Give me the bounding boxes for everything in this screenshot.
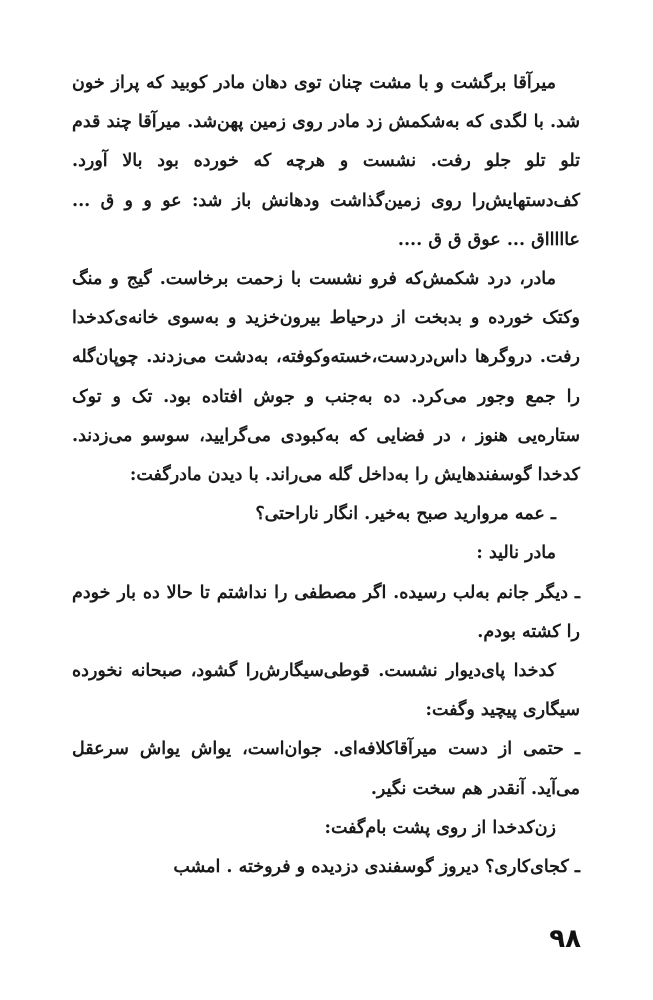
- paragraph-8: زن‌کدخدا از روی پشت بام‌گفت:: [324, 817, 556, 838]
- paragraph-5: ـ دیگر جانم به‌لب رسیده. اگر مصطفی را نداشتم تا حالا ده بار خودم را کشته بودم.: [72, 582, 580, 642]
- paragraph-1: میرآقا برگشت و با مشت چنان توی دهان مادر کوبید که پراز خون شد. با لگدی که به‌شکمش زد مادر روی زمین پهن‌شد. میرآقا چند قدم تلو تلو جلو رفت. نشست و هرچه که خورده بود بالا آورد. کف‌دستهایش‌را روی زمین‌گذاشت ودهانش باز شد: عو و و ق ... عاااااق ... عوق ق ق ....: [72, 73, 580, 250]
- paragraph-3: ـ عمه مروارید صبح به‌خیر. انگار ناراحتی؟: [255, 504, 556, 525]
- page-number: ۹۸: [549, 924, 581, 954]
- paragraph-7: ـ حتمی از دست میرآقاکلافه‌ای. جوان‌است، یواش یواش سرعقل می‌آید. آنقدر هم سخت نگیر.: [72, 739, 580, 799]
- paragraph-9: ـ کجای‌کاری؟ دیروز گوسفندی دزدیده و فروخته . امشب: [173, 857, 580, 878]
- body-text: [72, 64, 580, 887]
- paragraph-4: مادر نالید :: [476, 543, 556, 564]
- paragraph-6: کدخدا پای‌دیوار نشست. قوطی‌سیگارش‌را گشود، صبحانه نخورده سیگاری پیچید وگفت:: [72, 661, 580, 721]
- paragraph-2: مادر، درد شکمش‌که فرو نشست با زحمت برخاست. گیج و منگ وکتک خورده و بدبخت از درحیاط بیرون‌خزید و به‌سوی خانه‌ی‌کدخدا رفت. دروگرها داس‌دردست،خسته‌وکوفته، به‌دشت می‌زدند. چوپان‌گله را جمع وجور می‌کرد. ده به‌جنب و جوش افتاده بود. تک و توک ستاره‌یی هنوز ، در فضایی که به‌کبودی می‌گرایید، سوسو می‌زدند. کدخدا گوسفندهایش را به‌داخل گله می‌راند. با دیدن مادرگفت:: [72, 269, 580, 486]
